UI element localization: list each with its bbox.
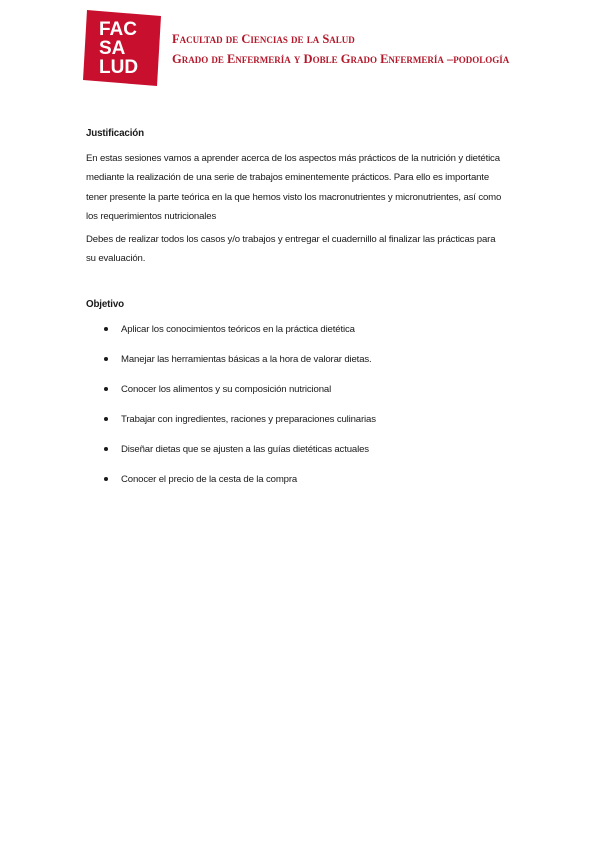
bullet-icon: [104, 387, 108, 391]
logo-line2: SA: [99, 38, 126, 59]
paragraph-line: su evaluación.: [86, 253, 146, 265]
bullet-icon: [104, 357, 108, 361]
degree-title: Grado de Enfermería y Doble Grado Enfermería –podología: [172, 52, 510, 66]
faculty-title: Facultad de Ciencias de la Salud: [172, 32, 355, 46]
objetivo-heading: Objetivo: [86, 298, 124, 310]
list-item: Trabajar con ingredientes, raciones y preparaciones culinarias: [86, 412, 522, 442]
bullet-icon: [104, 417, 108, 421]
list-item: Conocer el precio de la cesta de la compra: [86, 472, 522, 502]
header-titles: [172, 29, 509, 69]
bullet-icon: [104, 327, 108, 331]
facsalud-logo: [83, 10, 161, 86]
list-item: Conocer los alimentos y su composición nutricional: [86, 382, 522, 412]
logo-line3: LUD: [99, 57, 139, 78]
justificacion-paragraph-2: [86, 230, 522, 269]
logo-line1: FAC: [99, 19, 137, 40]
paragraph-line: los requerimientos nutricionales: [86, 210, 217, 222]
document-body: [86, 128, 522, 502]
objetivo-list: [86, 322, 522, 502]
paragraph-line: Debes de realizar todos los casos y/o trabajos y entregar el cuadernillo al finalizar las prácticas para: [86, 234, 496, 246]
list-item: Manejar las herramientas básicas a la hora de valorar dietas.: [86, 352, 522, 382]
paragraph-line: En estas sesiones vamos a aprender acerca de los aspectos más prácticos de la nutrición y dietética: [86, 153, 500, 164]
list-item: Diseñar dietas que se ajusten a las guías dietéticas actuales: [86, 442, 522, 472]
paragraph-line: tener presente la parte teórica en la que hemos visto los macronutrientes y micronutrientes, así como: [86, 191, 502, 203]
bullet-icon: [104, 447, 108, 451]
bullet-icon: [104, 477, 108, 481]
list-item: Aplicar los conocimientos teóricos en la práctica dietética: [86, 322, 522, 352]
justificacion-paragraph-1: [86, 149, 522, 226]
paragraph-line: mediante la realización de una serie de trabajos eminentemente prácticos. Para ello es importante: [86, 172, 490, 184]
justificacion-heading: Justificación: [86, 128, 144, 139]
